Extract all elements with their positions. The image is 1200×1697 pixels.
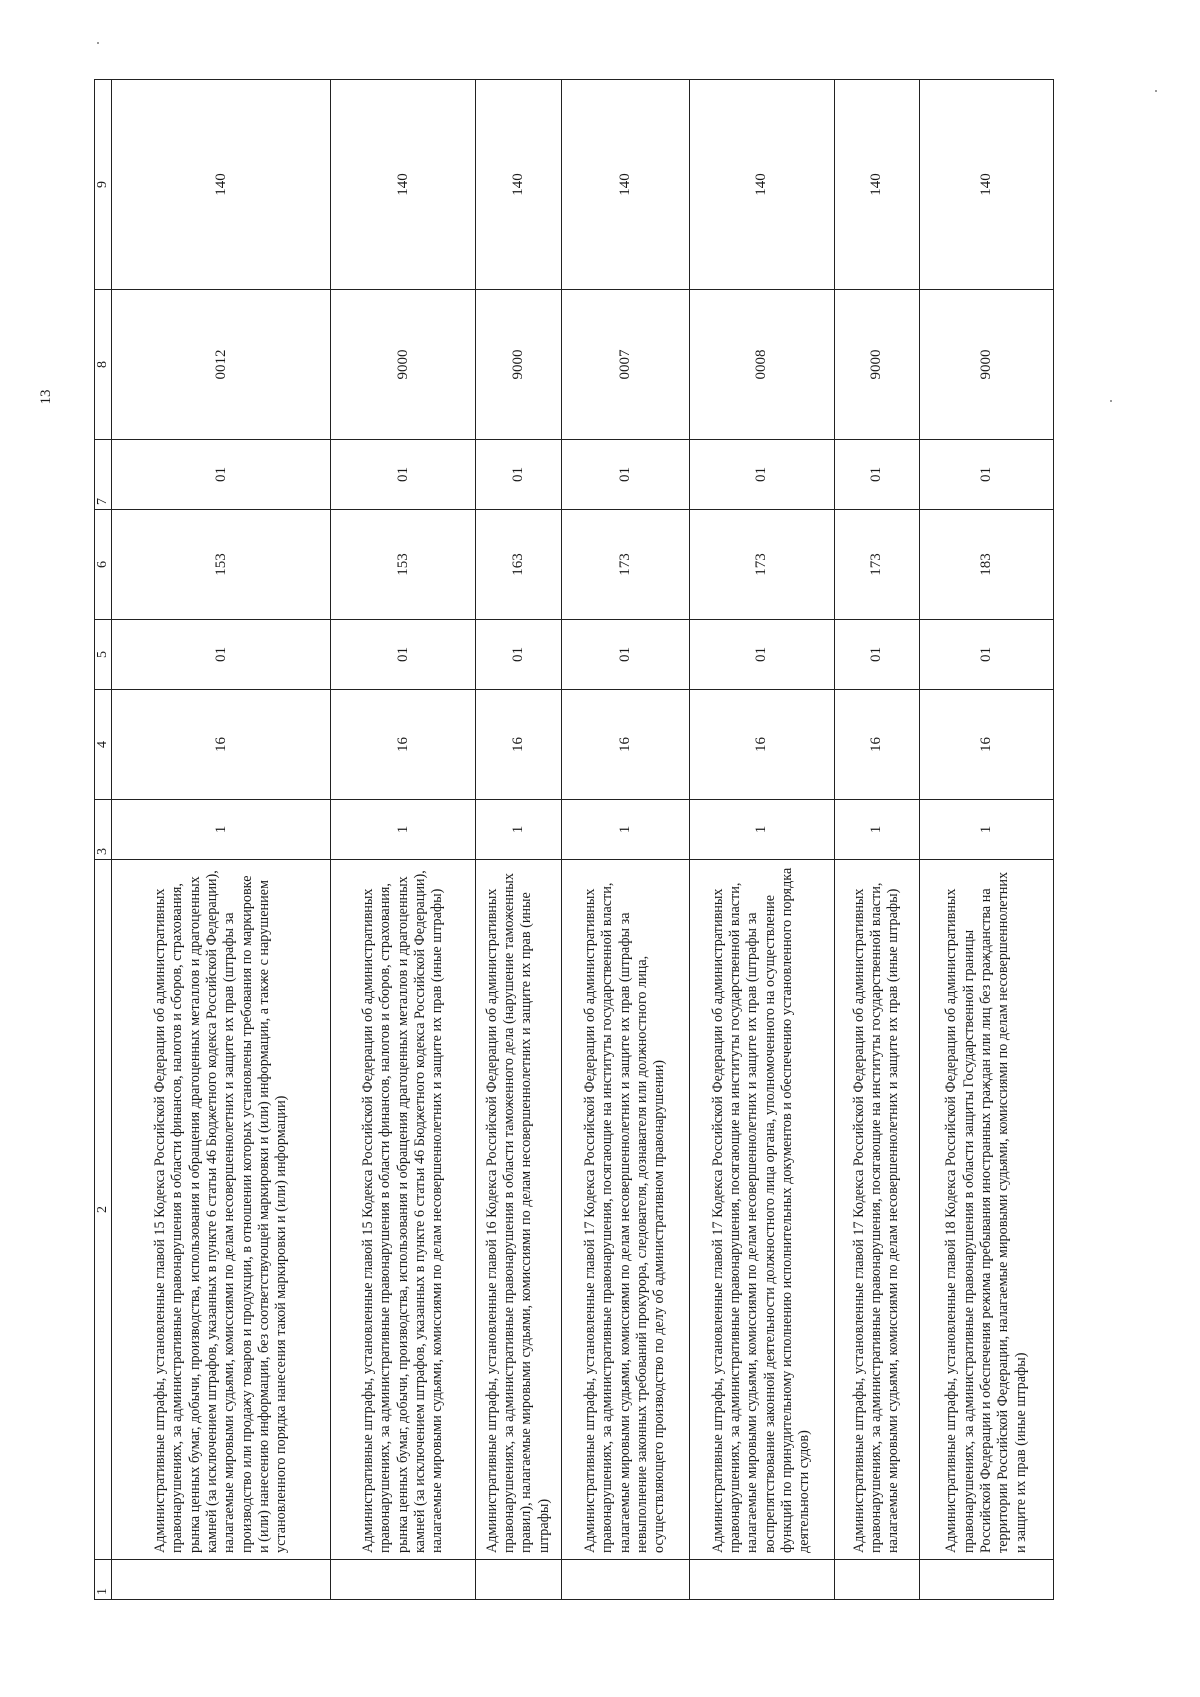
code-cell: 16 [920,690,1054,800]
header-col-2: 2 [95,860,112,1560]
description-cell: Административные штрафы, установленные главой 17 Кодекса Российской Федерации об административных правонарушениях, за административные правонарушения, посягающие на институты государственной власти, налагаемые мировыми судьями, комиссиями по делам несовершеннолетних и защите их прав (штрафы за невыполнение законных требований прокурора, следователя, дознавателя или должностного лица, осуществляющего производство по делу об административном правонарушении) [561,860,689,1560]
description-cell: Административные штрафы, установленные главой 15 Кодекса Российской Федерации об административных правонарушениях, за административные правонарушения в области финансов, налогов и сборов, страхования, рынка ценных бумаг, добычи, производства, использования и обращения драгоценных металлов и драгоценных камней (за исключением штрафов, указанных в пункте 6 статьи 46 Бюджетного кодекса Российской Федерации), налагаемые мировыми судьями, комиссиями по делам несовершеннолетних и защите их прав (иные штрафы) [331,860,476,1560]
table-row [112,80,331,1600]
row-number-cell [920,1560,1054,1600]
code-cell: 9000 [331,290,476,440]
table-row [690,80,835,1600]
code-cell: 1 [690,800,835,860]
code-cell: 153 [112,510,331,620]
header-row [95,80,112,1600]
row-number-cell [331,1560,476,1600]
code-cell: 9000 [920,290,1054,440]
code-cell: 16 [690,690,835,800]
code-cell: 0008 [690,290,835,440]
code-cell: 140 [331,80,476,290]
code-cell: 0012 [112,290,331,440]
rotated-sheet [94,80,1054,1600]
row-number-cell [475,1560,561,1600]
code-cell: 01 [112,440,331,510]
code-cell: 183 [920,510,1054,620]
code-cell: 163 [475,510,561,620]
code-cell: 16 [112,690,331,800]
row-number-cell [112,1560,331,1600]
scan-speck [97,42,99,44]
code-cell: 01 [690,440,835,510]
code-cell: 140 [561,80,689,290]
code-cell: 140 [475,80,561,290]
row-number-cell [690,1560,835,1600]
description-cell: Административные штрафы, установленные главой 18 Кодекса Российской Федерации об административных правонарушениях, за административные правонарушения в области защиты Государственной границы Российской Федерации и обеспечения режима пребывания иностранных граждан или лиц без гражданства на территории Российской Федерации, налагаемые мировыми судьями, комиссиями по делам несовершеннолетних и защите их прав (иные штрафы) [920,860,1054,1560]
code-cell: 16 [561,690,689,800]
code-cell: 1 [920,800,1054,860]
code-cell: 140 [112,80,331,290]
code-cell: 9000 [475,290,561,440]
code-cell: 01 [834,440,920,510]
table-row [561,80,689,1600]
code-cell: 01 [561,440,689,510]
code-cell: 173 [834,510,920,620]
code-cell: 01 [690,620,835,690]
code-cell: 9000 [834,290,920,440]
code-cell: 1 [331,800,476,860]
header-col-3: 3 [95,800,112,860]
scan-speck [1110,400,1112,402]
code-cell: 1 [475,800,561,860]
code-cell: 1 [834,800,920,860]
code-cell: 153 [331,510,476,620]
header-col-8: 8 [95,290,112,440]
description-cell: Административные штрафы, установленные главой 15 Кодекса Российской Федерации об административных правонарушениях, за административные правонарушения в области финансов, налогов и сборов, страхования, рынка ценных бумаг, добычи, производства, использования и обращения драгоценных металлов и драгоценных камней (за исключением штрафов, указанных в пункте 6 статьи 46 Бюджетного кодекса Российской Федерации), налагаемые мировыми судьями, комиссиями по делам несовершеннолетних и защите их прав (штрафы за производство или продажу товаров и продукции, в отношении которых установлены требования по маркировке и (или) нанесению информации, без соответствующей маркировки и (или) информации, а также с нарушением установленного порядка нанесения такой маркировки и (или) информации) [112,860,331,1560]
header-col-9: 9 [95,80,112,290]
code-cell: 01 [561,620,689,690]
code-cell: 01 [112,620,331,690]
table-row [920,80,1054,1600]
code-cell: 1 [561,800,689,860]
header-col-5: 5 [95,620,112,690]
code-cell: 173 [690,510,835,620]
code-cell: 16 [475,690,561,800]
fees-table [94,79,1054,1600]
code-cell: 01 [475,440,561,510]
header-col-7: 7 [95,440,112,510]
header-col-1: 1 [95,1560,112,1600]
code-cell: 140 [690,80,835,290]
code-cell: 173 [561,510,689,620]
code-cell: 140 [834,80,920,290]
code-cell: 0007 [561,290,689,440]
header-col-4: 4 [95,690,112,800]
code-cell: 16 [331,690,476,800]
code-cell: 1 [112,800,331,860]
description-cell: Административные штрафы, установленные главой 17 Кодекса Российской Федерации об административных правонарушениях, за административные правонарушения, посягающие на институты государственной власти, налагаемые мировыми судьями, комиссиями по делам несовершеннолетних и защите их прав (иные штрафы) [834,860,920,1560]
scan-speck [1155,90,1157,92]
table-row [834,80,920,1600]
code-cell: 01 [834,620,920,690]
code-cell: 01 [920,620,1054,690]
code-cell: 140 [920,80,1054,290]
code-cell: 01 [331,620,476,690]
code-cell: 01 [331,440,476,510]
row-number-cell [561,1560,689,1600]
page-number: 13 [38,389,54,405]
description-cell: Административные штрафы, установленные главой 17 Кодекса Российской Федерации об административных правонарушениях, за административные правонарушения, посягающие на институты государственной власти, налагаемые мировыми судьями, комиссиями по делам несовершеннолетних и защите их прав (штрафы за воспрепятствование законной деятельности должностного лица органа, уполномоченного на осуществление функций по принудительному исполнению исполнительных документов и обеспечению установленного порядка деятельности судов) [690,860,835,1560]
row-number-cell [834,1560,920,1600]
table-row [331,80,476,1600]
table-row [475,80,561,1600]
description-cell: Административные штрафы, установленные главой 16 Кодекса Российской Федерации об административных правонарушениях, за административные правонарушения в области таможенного дела (нарушение таможенных правил), налагаемые мировыми судьями, комиссиями по делам несовершеннолетних и защите их прав (иные штрафы) [475,860,561,1560]
code-cell: 01 [920,440,1054,510]
code-cell: 16 [834,690,920,800]
code-cell: 01 [475,620,561,690]
header-col-6: 6 [95,510,112,620]
